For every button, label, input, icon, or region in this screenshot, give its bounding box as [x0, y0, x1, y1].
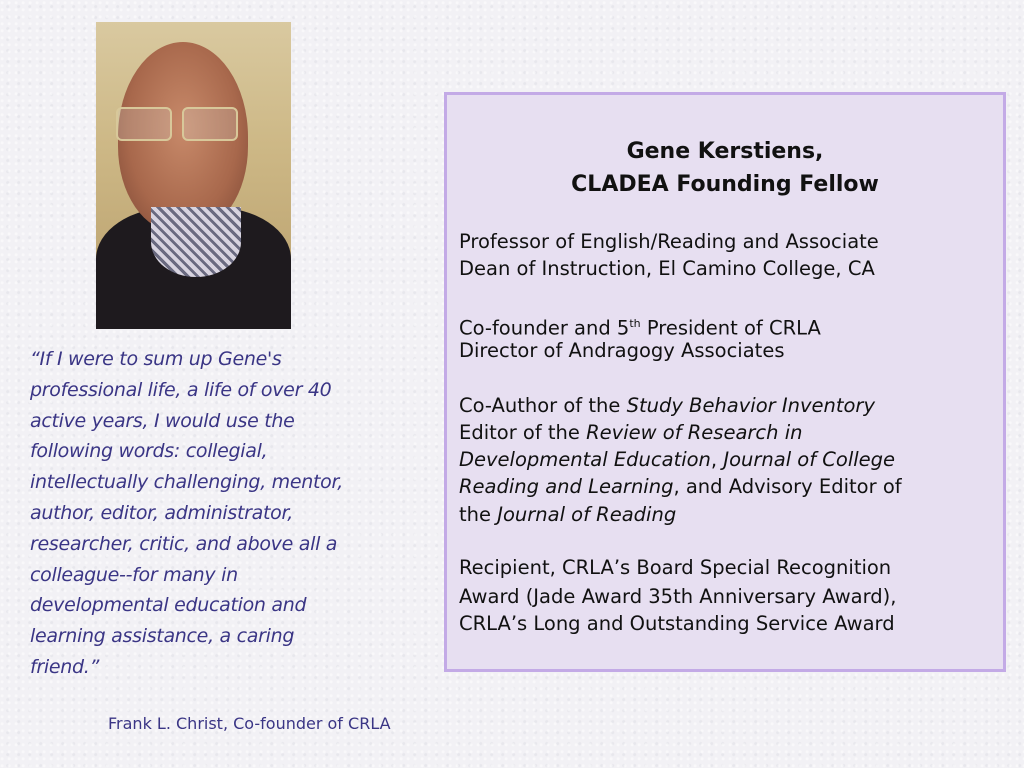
quote — [30, 344, 343, 683]
text: Editor of the — [459, 421, 587, 444]
text: the — [459, 503, 498, 526]
bio-line — [459, 392, 875, 419]
quote-attribution: Frank L. Christ, Co-founder of CRLA — [108, 714, 391, 733]
text: President of CRLA — [640, 316, 821, 340]
bio-honor: CLADEA Founding Fellow — [571, 172, 879, 197]
quote-line: professional life, a life of over 40 — [30, 378, 332, 401]
bio-line — [459, 501, 676, 528]
text: Study Behavior Inventory — [626, 394, 875, 417]
quote-line: following words: collegial, — [30, 440, 268, 463]
bio-line: Dean of Instruction, El Camino College, CA — [459, 257, 875, 280]
quote-line: researcher, critic, and above all a — [30, 532, 338, 555]
bio-line: Recipient, CRLA’s Board Special Recognition — [459, 556, 892, 579]
bio-line: Award (Jade Award 35th Anniversary Award), — [459, 585, 897, 608]
text: Journal of Reading — [497, 503, 677, 526]
bio-line: Director of Andragogy Associates — [459, 339, 785, 362]
text: th — [629, 317, 641, 330]
quote-line: learning assistance, a caring — [30, 625, 295, 648]
bio-line: Professor of English/Reading and Associate — [459, 230, 879, 253]
quote-line: intellectually challenging, mentor, — [30, 471, 343, 494]
bio-name: Gene Kerstiens, — [626, 139, 824, 164]
bio-line — [459, 419, 802, 446]
portrait-photo — [96, 22, 291, 329]
quote-line: active years, I would use the — [30, 409, 295, 432]
quote-line: friend.” — [30, 655, 100, 678]
text: Co-Author of the — [459, 394, 627, 417]
text: Developmental Education — [459, 448, 711, 471]
text: Review of Research in — [586, 421, 803, 444]
text: Journal of College — [723, 448, 896, 471]
text: , — [710, 448, 724, 471]
text: Reading and Learning — [459, 475, 674, 498]
bio-line — [459, 446, 895, 473]
text: , and Advisory Editor of — [673, 475, 902, 498]
quote-line: author, editor, administrator, — [30, 501, 293, 524]
bio-line: CRLA’s Long and Outstanding Service Award — [459, 612, 895, 635]
quote-line: developmental education and — [30, 594, 307, 617]
bio-title — [447, 135, 1003, 201]
bio-box — [444, 92, 1006, 672]
quote-line: “If I were to sum up Gene's — [30, 348, 282, 370]
bio-line — [459, 473, 902, 500]
quote-line: colleague--for many in — [30, 563, 238, 586]
text: Co-founder and 5 — [459, 316, 630, 340]
